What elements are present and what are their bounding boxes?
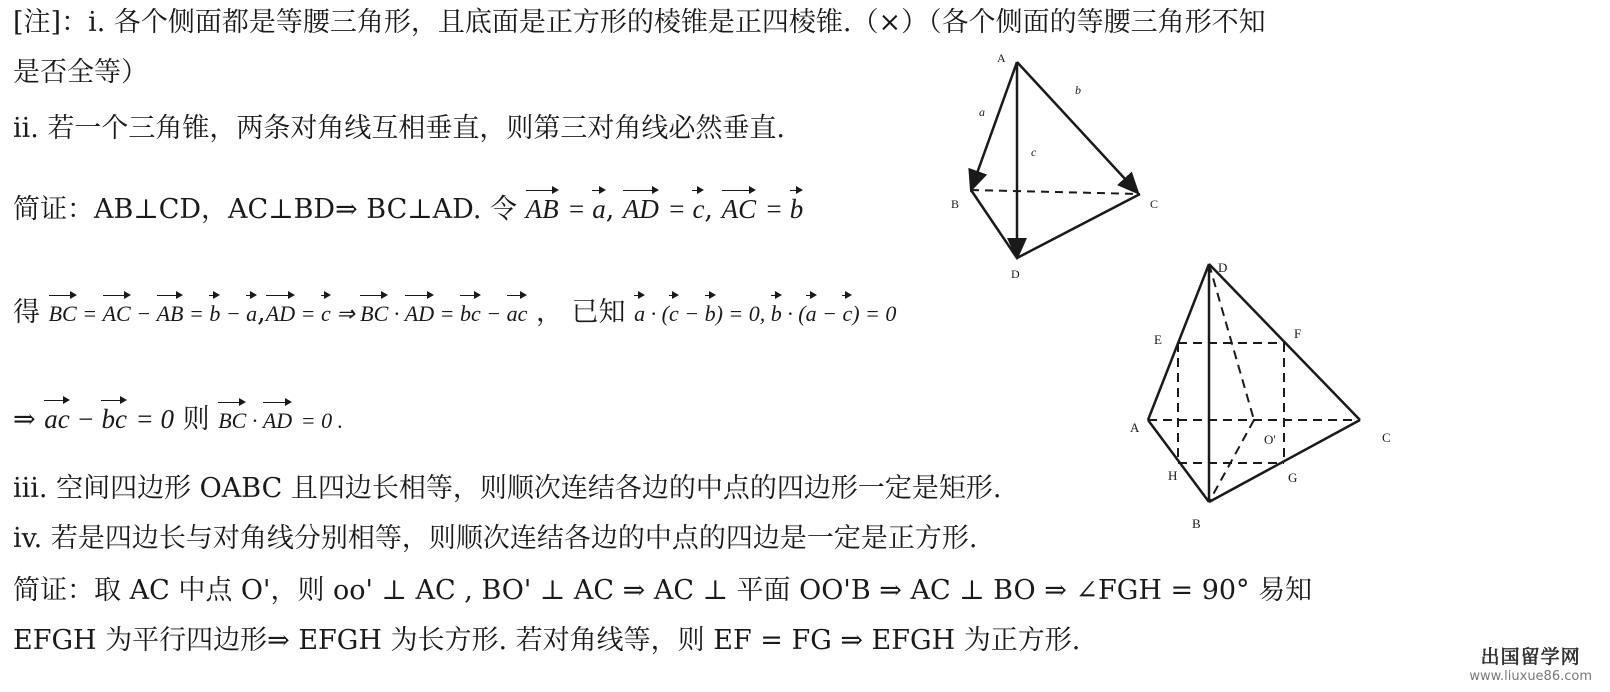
vertex-d-label: D	[1011, 267, 1020, 281]
midpoint-e-label: E	[1154, 332, 1162, 347]
vertex-a-label: A	[997, 51, 1006, 65]
vec-ac: AC	[721, 194, 757, 224]
proof-line-1: 简证：AB⊥CD，AC⊥BD⇒ BC⊥AD. 令 AB = a, AD = c, AC = b	[13, 194, 804, 225]
center-o-label: O'	[1264, 432, 1276, 447]
tetrahedron-midpoint-diagram	[1110, 258, 1410, 538]
proof-2-text: 得	[13, 297, 49, 328]
proof-1-text: 简证：AB⊥CD，AC⊥BD⇒ BC⊥AD. 令	[13, 194, 526, 225]
proof-line-4: 简证：取 AC 中点 O'，则 oo' ⊥ AC , BO' ⊥ AC ⇒ AC ⊥ 平面 OO'B ⇒ AC ⊥ BO ⇒ ∠FGH = 90° 易知	[13, 575, 1313, 606]
vector-a-label: a	[979, 105, 985, 119]
note-line-3: ii. 若一个三角锥，两条对角线互相垂直，则第三对角线必然垂直.	[13, 113, 786, 144]
vector-c-label: c	[1031, 145, 1037, 159]
proof-3-zero2: = 0 .	[300, 408, 344, 433]
watermark-url: www.liuxue86.com	[1469, 669, 1592, 684]
midpoint-g-label: G	[1288, 470, 1298, 485]
site-watermark	[1469, 642, 1592, 684]
proof-2-known: ， 已知	[535, 297, 635, 328]
note-line-2: 是否全等）	[13, 57, 148, 88]
proof-line-3: ⇒ ac − bc = 0 则 BC · AD = 0 .	[13, 402, 343, 438]
watermark-title: 出国留学网	[1480, 646, 1581, 668]
proof-line-5: EFGH 为平行四边形⇒ EFGH 为长方形. 若对角线等，则 EF = FG ⇒ EFGH 为正方形.	[13, 625, 1081, 656]
proof-3-zero: = 0	[135, 404, 174, 434]
vector-b-label: b	[1075, 83, 1081, 97]
tetrahedron-vector-diagram	[935, 40, 1185, 290]
proof-3-arrow: ⇒	[13, 404, 45, 435]
vertex-a2-label: A	[1130, 420, 1140, 435]
note-line-1: [注]：i. 各个侧面都是等腰三角形，且底面是正方形的棱锥是正四棱锥.（×）（各个侧面的等腰三角形不知	[13, 7, 1266, 38]
note-line-iii: iii. 空间四边形 OABC 且四边长相等，则顺次连结各边的中点的四边形一定是矩形.	[13, 473, 1002, 504]
midpoint-h-label: H	[1168, 468, 1178, 483]
vertex-c2-label: C	[1382, 430, 1391, 445]
vec-ab: AB	[525, 194, 559, 224]
vec-ad: AD	[622, 194, 659, 224]
vec-c: c	[692, 194, 705, 224]
note-line-iv: iv. 若是四边长与对角线分别相等，则顺次连结各边的中点的四边是一定是正方形.	[13, 523, 978, 554]
vec-b: b	[789, 194, 804, 224]
vertex-d2-label: D	[1218, 260, 1228, 275]
vertex-b-label: B	[951, 197, 960, 211]
vec-a: a	[592, 194, 606, 224]
midpoint-f-label: F	[1294, 326, 1302, 341]
proof-3-then: 则	[182, 404, 219, 435]
proof-line-2: 得 BC = AC − AB = b − a,AD = c ⇒ BC · AD = bc − ac ， 已知 a · (c − b) = 0, b · (a − c) = 0	[13, 296, 896, 331]
vertex-b2-label: B	[1192, 516, 1201, 531]
vertex-c-label: C	[1150, 197, 1159, 211]
